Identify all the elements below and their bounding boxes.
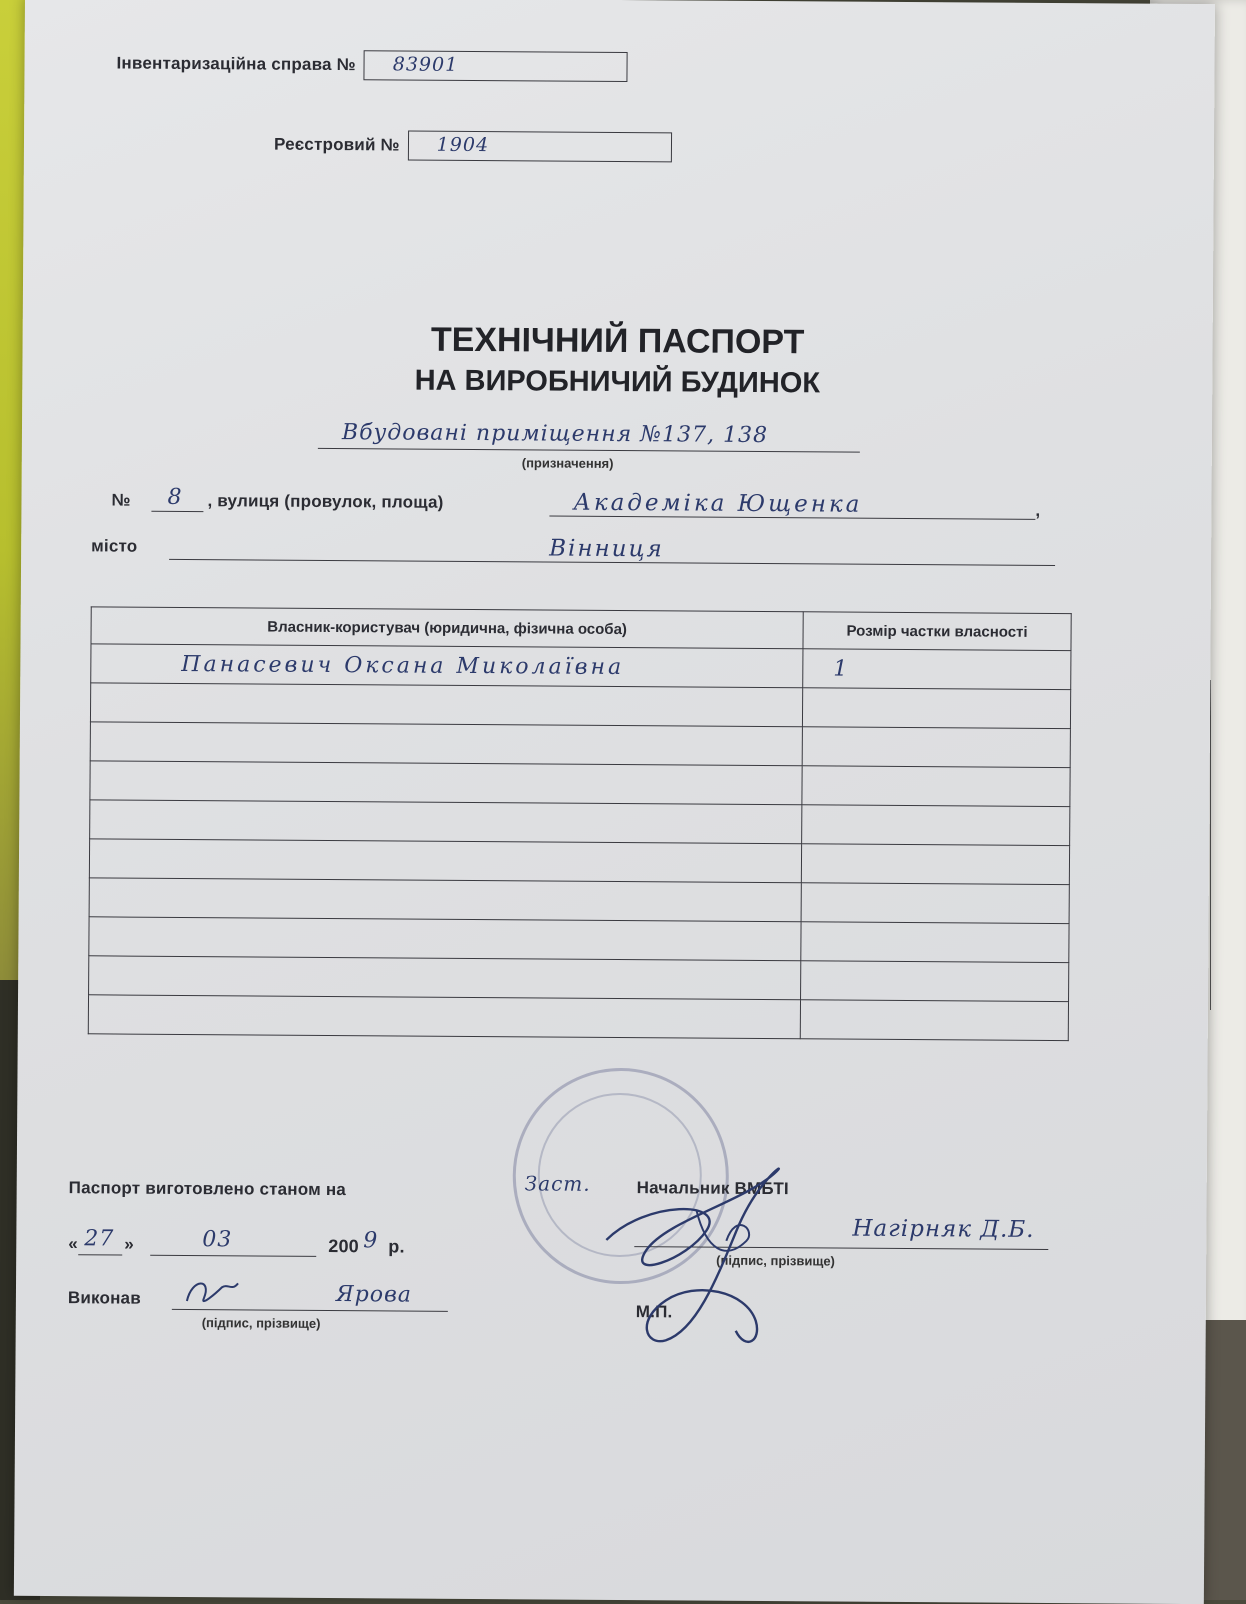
head-caption: (підпис, прізвище) [716,1252,835,1269]
year-digit: 9 [363,1228,379,1254]
share-cell [801,922,1069,963]
table-row [90,683,1070,729]
owner-cell [90,683,802,727]
inventory-value: 83901 [392,53,459,76]
purpose-value: Вбудовані приміщення №137, 138 [341,420,769,449]
month-line [150,1255,316,1257]
executed-caption: (підпис, прізвище) [201,1315,321,1331]
owner-name: Панасевич Оксана Миколаївна [181,651,625,680]
city-value: Вінниця [549,535,664,563]
head-label: Начальник ВМБТІ [636,1178,789,1199]
share-cell [802,766,1070,807]
owner-cell [90,722,802,766]
document-subtitle: НА ВИРОБНИЧИЙ БУДИНОК [414,364,821,400]
inventory-label: Інвентаризаційна справа № [116,53,356,75]
executed-label: Виконав [67,1288,141,1308]
table-row [90,800,1070,846]
table-row [90,722,1070,768]
date-open-quote: « [68,1234,79,1254]
year-suffix: р. [388,1236,405,1257]
table-row [90,761,1070,807]
head-signature [585,1140,827,1372]
registry-row [274,130,672,163]
date-month: 03 [202,1227,233,1253]
made-label: Паспорт виготовлено станом на [68,1178,347,1200]
share-cell [802,805,1070,846]
table-row [89,878,1069,924]
table-row [89,956,1069,1002]
table-row [89,917,1069,963]
number-label: № [111,490,131,510]
table-row [89,839,1069,885]
head-value: Нагірняк Д.Б. [852,1215,1035,1243]
document-page [14,0,1215,1604]
share-cell [801,844,1069,885]
owner-cell [90,800,802,844]
share-cell [802,688,1070,729]
owner-cell [89,878,801,922]
owner-cell [91,644,803,688]
owner-cell [90,761,802,805]
share-column-header: Розмір частки власності [803,612,1071,651]
registry-label: Реєстровий № [273,134,400,155]
share-cell [800,1000,1068,1041]
owner-cell [88,995,800,1039]
share-cell [802,727,1070,768]
document-title: ТЕХНІЧНИЙ ПАСПОРТ [430,320,805,362]
registry-box [408,131,672,163]
share-cell [803,649,1071,690]
number-line [151,511,203,512]
owner-share: 1 [833,656,849,682]
table-row [91,644,1071,690]
purpose-line [318,448,860,453]
owner-cell [89,839,801,883]
executor-signature [182,1273,242,1313]
executed-value: Ярова [335,1282,413,1308]
owner-cell [89,917,801,961]
day-line [78,1254,122,1255]
date-close-quote: » [124,1234,135,1254]
share-cell [801,961,1069,1002]
inventory-row [116,48,627,82]
owners-table [88,606,1072,1041]
deputy-hand: Заст. [524,1171,591,1196]
purpose-caption: (призначення) [521,455,614,471]
year-prefix: 200 [328,1235,360,1257]
street-label: , вулиця (провулок, площа) [207,491,444,512]
owner-cell [89,956,801,1000]
owner-column-header: Власник-користувач (юридична, фізична особа) [91,607,803,649]
table-row [88,995,1068,1041]
street-trail: , [1035,500,1041,520]
number-value: 8 [167,484,183,510]
street-value: Академіка Ющенка [573,489,863,518]
date-day: 27 [84,1226,115,1252]
registry-value: 1904 [436,133,490,157]
seal-label: М.П. [635,1302,673,1322]
share-cell [801,883,1069,924]
inventory-box [364,50,628,82]
city-label: місто [91,536,138,556]
